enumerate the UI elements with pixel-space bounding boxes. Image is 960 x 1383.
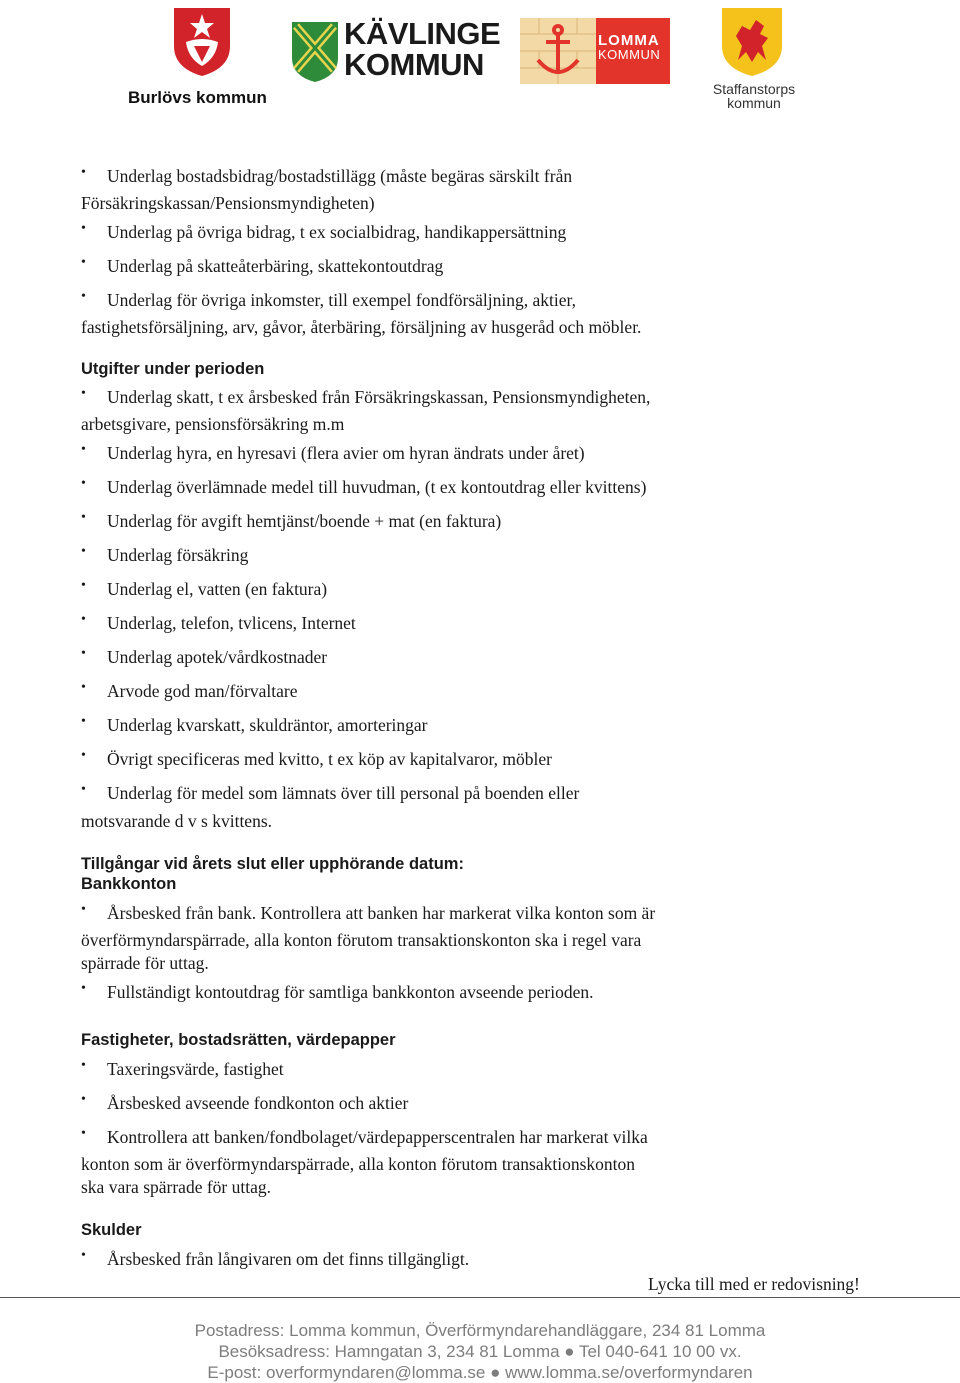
closing-text: Lycka till med er redovisning! [648,1274,860,1294]
list-item-continuation: ska vara spärrade för uttag. [81,1177,271,1197]
bullet-icon: • [81,165,86,180]
bullet-icon: • [81,544,86,559]
list-item: • Underlag för övriga inkomster, till exempel fondförsäljning, aktier, [81,287,576,313]
footer-visiting-address: Besöksadress: Hamngatan 3, 234 81 Lomma ● Tel 040-641 10 00 vx. [218,1342,742,1361]
list-item: • Kontrollera att banken/fondbolaget/värdepapperscentralen har markerat vilka [81,1124,648,1150]
list-item: • Underlag bostadsbidrag/bostadstillägg (måste begäras särskilt från [81,163,572,189]
kavlinge-coat-of-arms-icon [290,20,340,84]
list-item: • Underlag skatt, t ex årsbesked från Försäkringskassan, Pensionsmyndigheten, [81,384,650,410]
burlov-coat-of-arms-icon [172,6,232,78]
list-item: • Årsbesked från bank. Kontrollera att banken har markerat vilka konton som är [81,900,655,926]
staffanstorp-lion-shield-icon [720,6,784,78]
bullet-icon: • [81,680,86,695]
list-item: • Övrigt specificeras med kvitto, t ex köp av kapitalvaror, möbler [81,746,552,772]
list-item-continuation: konton som är överförmyndarspärrade, alla konton förutom transaktionskonton [81,1154,636,1174]
lomma-wordmark [598,32,660,62]
kavlinge-logo [290,18,500,88]
bullet-icon: • [81,1248,86,1263]
bullet-icon: • [81,510,86,525]
bullet-icon: • [81,221,86,236]
bullet-icon: • [81,646,86,661]
list-item-continuation: Försäkringskassan/Pensionsmyndigheten) [81,193,375,213]
section-heading-property: Fastigheter, bostadsrätten, värdepapper [81,1031,396,1049]
bullet-icon: • [81,612,86,627]
staffanstorp-line-2: kommun [727,95,781,111]
footer [0,1320,960,1383]
bullet-icon: • [81,902,86,917]
list-item-continuation: fastighetsförsäljning, arv, gåvor, återbäring, försäljning av husgeråd och möbler. [81,317,642,337]
list-item: • Underlag för medel som lämnats över till personal på boenden eller [81,780,579,806]
list-item: • Underlag el, vatten (en faktura) [81,576,327,602]
bullet-icon: • [81,714,86,729]
lomma-line-2: KOMMUN [598,47,661,62]
bullet-icon: • [81,442,86,457]
list-item-continuation: arbetsgivare, pensionsförsäkring m.m [81,414,345,434]
bullet-icon: • [81,1058,86,1073]
footer-postal-address: Postadress: Lomma kommun, Överförmyndarehandläggare, 234 81 Lomma [194,1321,766,1340]
list-item: • Underlag överlämnade medel till huvudman, (t ex kontoutdrag eller kvittens) [81,474,646,500]
list-item: • Underlag apotek/vårdkostnader [81,644,327,670]
bullet-icon: • [81,578,86,593]
list-item: • Underlag för avgift hemtjänst/boende + mat (en faktura) [81,508,501,534]
list-item: • Underlag på övriga bidrag, t ex socialbidrag, handikappersättning [81,219,566,245]
lomma-line-1: LOMMA [598,32,660,49]
list-item: • Underlag, telefon, tvlicens, Internet [81,610,356,636]
list-item: • Arvode god man/förvaltare [81,678,297,704]
list-item: • Underlag kvarskatt, skuldräntor, amorteringar [81,712,428,738]
list-item-continuation: överförmyndarspärrade, alla konton förutom transaktionskonton ska i regel vara [81,930,642,950]
staffanstorp-logo [706,6,798,116]
footer-contact: E-post: overformyndaren@lomma.se ● www.lomma.se/overformyndaren [207,1363,753,1382]
staffanstorp-name [710,82,798,110]
list-item: • Årsbesked avseende fondkonton och aktier [81,1090,408,1116]
list-item: • Underlag försäkring [81,542,248,568]
section-heading-assets: Tillgångar vid årets slut eller upphörande datum: [81,855,464,873]
section-heading-debts: Skulder [81,1221,142,1239]
section-subheading-bank-accounts: Bankkonton [81,875,177,893]
list-item: • Underlag hyra, en hyresavi (flera avier om hyran ändrats under året) [81,440,585,466]
staffanstorp-line-1: Staffanstorps [712,81,796,97]
section-heading-expenses: Utgifter under perioden [81,360,265,378]
header-logos [0,0,960,120]
bullet-icon: • [81,1092,86,1107]
list-item: • Taxeringsvärde, fastighet [81,1056,284,1082]
bullet-icon: • [81,476,86,491]
list-item: • Underlag på skatteåterbäring, skattekontoutdrag [81,253,443,279]
kavlinge-wordmark [344,18,500,80]
bullet-icon: • [81,748,86,763]
bullet-icon: • [81,981,86,996]
bullet-icon: • [81,255,86,270]
kavlinge-line-1: KÄVLINGE [344,16,501,51]
lomma-logo [520,18,670,84]
bullet-icon: • [81,289,86,304]
bullet-icon: • [81,782,86,797]
list-item-continuation: motsvarande d v s kvittens. [81,811,273,831]
bullet-icon: • [81,386,86,401]
footer-divider [0,1297,960,1298]
burlov-logo [128,6,278,110]
list-item-continuation: spärrade för uttag. [81,953,209,973]
burlov-name: Burlövs kommun [128,88,267,107]
bullet-icon: • [81,1126,86,1141]
list-item: • Årsbesked från långivaren om det finns tillgängligt. [81,1246,469,1272]
list-item: • Fullständigt kontoutdrag för samtliga bankkonton avseende perioden. [81,979,594,1005]
kavlinge-line-2: KOMMUN [344,47,484,82]
